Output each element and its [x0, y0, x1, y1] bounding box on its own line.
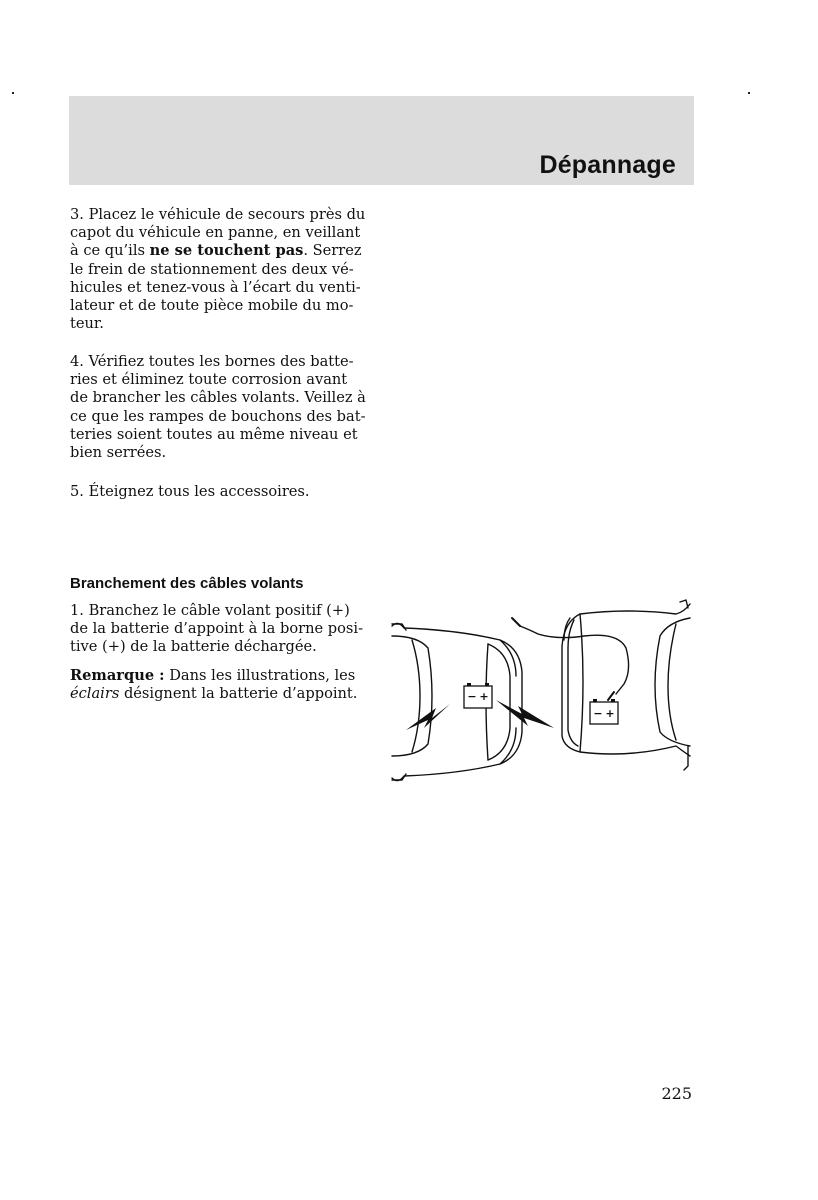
step-4-line-4: ce que les rampes de bouchons des bat- [70, 407, 366, 425]
section-heading: Branchement des câbles volants [70, 575, 304, 592]
disabled-car-outline [562, 600, 690, 770]
section-step-1-line-1: 1. Branchez le câble volant positif (+) [70, 602, 350, 619]
booster-battery-icon [464, 683, 492, 708]
disabled-battery-minus: − [593, 707, 603, 720]
step-4-paragraph [70, 353, 370, 462]
step-4-line-1: 4. Vérifiez toutes les bornes des batte- [70, 353, 354, 370]
step-3-line-4: le frein de stationnement des deux vé- [70, 260, 354, 278]
note-emphasis: éclairs [70, 685, 120, 703]
jumper-cable [520, 626, 629, 694]
note-line-2: éclairs désignent la batterie d’appoint. [70, 685, 358, 703]
section-step-1-paragraph [70, 602, 370, 657]
step-3-line-1: 3. Placez le véhicule de secours près du [70, 206, 366, 223]
disabled-battery-plus: + [605, 707, 615, 720]
note-line-1: Remarque : Dans les illustrations, les [70, 667, 356, 684]
emphasis-no-touch: ne se touchent pas [149, 242, 304, 260]
jump-start-illustration [388, 596, 694, 792]
disabled-battery-icon [590, 699, 618, 724]
chapter-title: Dépannage [539, 151, 676, 179]
crop-mark-right [748, 92, 750, 94]
section-step-1-line-2: de la batterie d’appoint à la borne posi- [70, 620, 364, 638]
note-label: Remarque : [70, 667, 165, 684]
step-3-paragraph [70, 206, 370, 333]
section-step-1-line-3: tive (+) de la batterie déchargée. [70, 638, 317, 656]
step-3-line-6: lateur et de toute pièce mobile du mo- [70, 297, 354, 315]
step-5-line-1: 5. Éteignez tous les accessoires. [70, 483, 310, 500]
step-4-line-2: ries et éliminez toute corrosion avant [70, 371, 348, 389]
step-3-line-3: à ce qu’ils ne se touchent pas. Serrez [70, 242, 362, 260]
step-3-line-7: teur. [70, 315, 104, 333]
lightning-bolt-icon [406, 704, 450, 730]
lightning-bolt-icon [496, 700, 554, 728]
page-number: 225 [661, 1084, 692, 1103]
step-4-line-6: bien serrées. [70, 444, 167, 462]
step-4-line-5: teries soient toutes au même niveau et [70, 425, 358, 443]
step-4-line-3: de brancher les câbles volants. Veillez à [70, 389, 366, 407]
crop-mark-left [12, 92, 14, 94]
booster-car-outline [392, 623, 522, 780]
step-3-line-2: capot du véhicule en panne, en veillant [70, 224, 361, 242]
step-3-line-5: hicules et tenez-vous à l’écart du venti- [70, 278, 361, 296]
note-paragraph [70, 667, 370, 703]
booster-battery-plus: + [479, 690, 489, 703]
booster-battery-minus: − [467, 690, 477, 703]
chapter-header [69, 96, 694, 185]
step-5-paragraph [70, 483, 370, 501]
